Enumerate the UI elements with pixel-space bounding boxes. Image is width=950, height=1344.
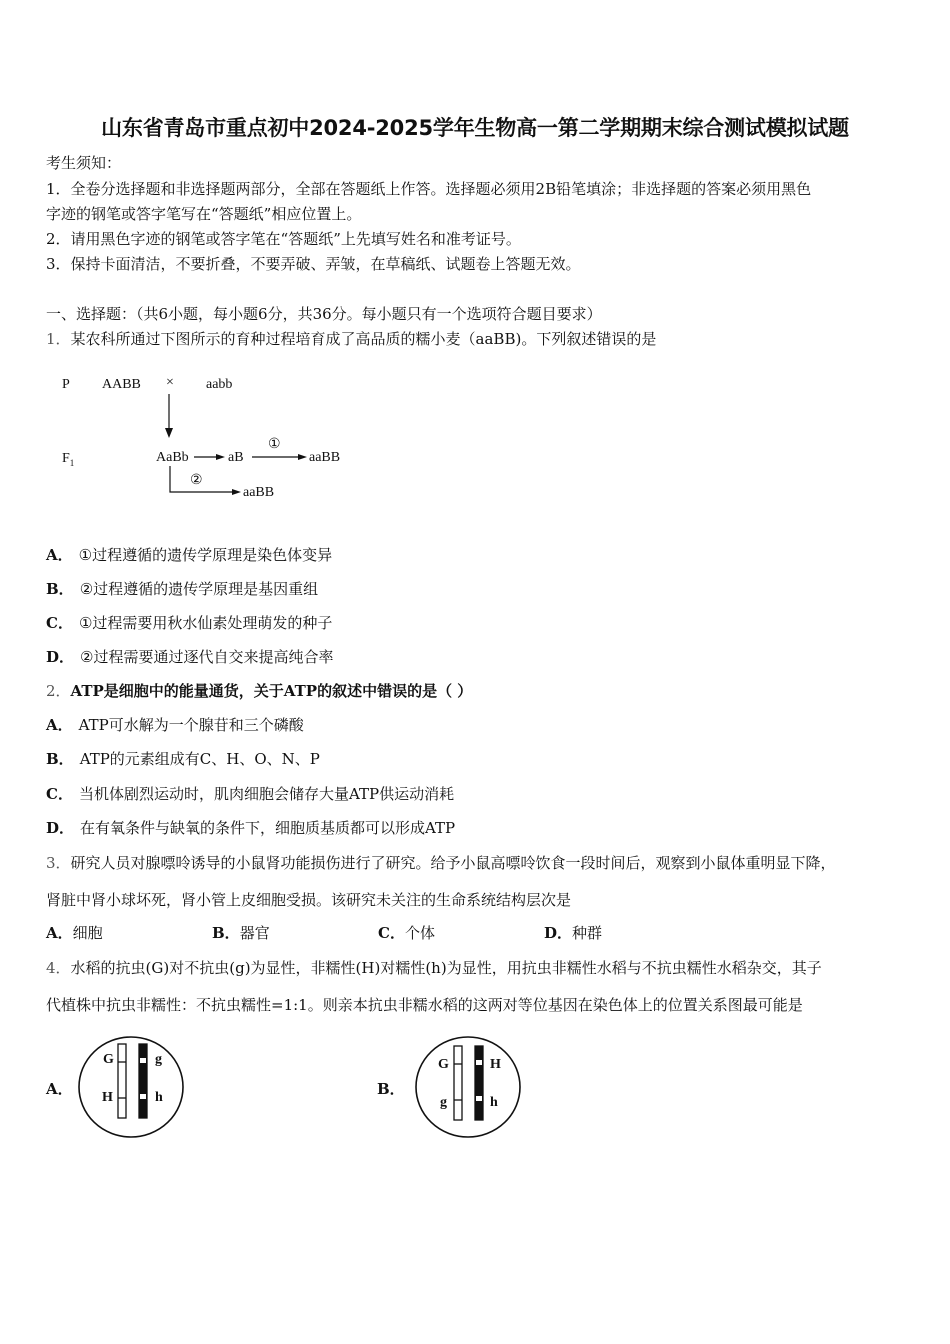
- arrow-step-2-head: [232, 489, 241, 495]
- notice-item-1-cont: 字迹的钢笔或答字笔写在“答题纸”相应位置上。: [46, 205, 362, 223]
- notice-item-3: 3．保持卡面清洁，不要折叠，不要弄破、弄皱，在草稿纸、试题卷上答题无效。: [46, 255, 581, 273]
- gene-label: g: [155, 1052, 162, 1067]
- diagram-hybrid: AaBb: [156, 450, 189, 465]
- question-4-stem-line-2: 代植株中抗虫非糯性：不抗虫糯性=1:1。则亲本抗虫非糯水稻的这两对等位基因在染色体上的位置关系图最可能是: [46, 996, 803, 1014]
- q2-option-b[interactable]: B． ATP的元素组成有C、H、O、N、P: [46, 750, 320, 768]
- question-4-stem-line-1: [46, 957, 822, 978]
- q3-option-b[interactable]: B．器官: [212, 924, 270, 942]
- diagram-step-1: ①: [268, 437, 281, 452]
- q2-option-c[interactable]: C． 当机体剧烈运动时，肌肉细胞会储存大量ATP供运动消耗: [46, 785, 455, 803]
- breeding-diagram: [50, 368, 370, 508]
- gene-label: h: [490, 1095, 498, 1110]
- diagram-cross: ×: [166, 375, 174, 390]
- question-1-stem: [46, 328, 656, 349]
- gene-label: g: [440, 1095, 447, 1110]
- question-number: 4．: [46, 959, 71, 977]
- question-number: 1．: [46, 330, 71, 348]
- section-heading: 一、选择题：（共6小题，每小题6分，共36分。每小题只有一个选项符合题目要求）: [46, 305, 602, 323]
- diagram-p-label: P: [62, 377, 70, 392]
- chromosome-left: [118, 1044, 126, 1118]
- q4-option-b[interactable]: B．: [377, 1080, 405, 1098]
- q3-options: [46, 922, 710, 943]
- question-3-stem-line-2: 肾脏中肾小球坏死，肾小管上皮细胞受损。该研究未关注的生命系统结构层次是: [46, 891, 572, 909]
- cell-outline: [416, 1037, 520, 1137]
- q3-option-c[interactable]: C．个体: [378, 924, 435, 942]
- q1-option-b[interactable]: B． ②过程遵循的遗传学原理是基因重组: [46, 580, 319, 598]
- question-text: 研究人员对腺嘌呤诱导的小鼠肾功能损伤进行了研究。给予小鼠高嘌呤饮食一段时间后，观察到小鼠体重明显下降，: [70, 854, 836, 872]
- gene-label: H: [490, 1057, 501, 1072]
- chromosome-right: [139, 1044, 147, 1118]
- question-number: 2．: [46, 682, 71, 700]
- gene-label: H: [102, 1090, 113, 1105]
- q4-option-a[interactable]: A．: [46, 1080, 73, 1098]
- q1-option-c[interactable]: C． ①过程需要用秋水仙素处理萌发的种子: [46, 614, 333, 632]
- diagram-result-1: aaBB: [309, 450, 341, 465]
- q3-option-d[interactable]: D．种群: [544, 924, 603, 942]
- page-title: 山东省青岛市重点初中2024-2025学年生物高一第二学期期末综合测试模拟试题: [101, 116, 849, 140]
- cell-outline: [79, 1037, 183, 1137]
- notice-item-2: 2．请用黑色字迹的钢笔或答字笔在“答题纸”上先填写姓名和准考证号。: [46, 230, 521, 248]
- gene-label: G: [438, 1057, 449, 1072]
- q4-figure-a[interactable]: [75, 1032, 190, 1142]
- question-2-stem: [46, 680, 472, 701]
- q4-figure-b[interactable]: [410, 1032, 525, 1142]
- question-number: 3．: [46, 854, 71, 872]
- arrow-to-haploid-head: [216, 454, 225, 460]
- diagram-result-2: aaBB: [243, 485, 275, 500]
- diagram-parent-2: aabb: [206, 377, 233, 392]
- q3-option-a[interactable]: A．细胞: [46, 924, 103, 942]
- gene-label: G: [103, 1052, 114, 1067]
- question-text: 水稻的抗虫(G)对不抗虫(g)为显性，非糯性(H)对糯性(h)为显性，用抗虫非糯性水稻与不抗虫糯性水稻杂交，其子: [70, 959, 822, 977]
- q2-option-a[interactable]: A． ATP可水解为一个腺苷和三个磷酸: [46, 716, 304, 734]
- q1-option-a[interactable]: A． ①过程遵循的遗传学原理是染色体变异: [46, 546, 333, 564]
- q1-option-d[interactable]: D． ②过程需要通过逐代自交来提高纯合率: [46, 648, 334, 666]
- diagram-haploid: aB: [228, 450, 244, 465]
- chromosome-left: [454, 1046, 462, 1120]
- question-3-stem-line-1: [46, 852, 836, 873]
- chromosome-right: [475, 1046, 483, 1120]
- q2-option-d[interactable]: D． 在有氧条件与缺氧的条件下，细胞质基质都可以形成ATP: [46, 819, 456, 837]
- notice-item-1: 1．全卷分选择题和非选择题两部分，全部在答题纸上作答。选择题必须用2B铅笔填涂；非选择题的答案必须用黑色: [46, 180, 812, 198]
- question-text: 某农科所通过下图所示的育种过程培育成了高品质的糯小麦（aaBB)。下列叙述错误的是: [70, 330, 657, 348]
- cross-arrow-head: [165, 428, 173, 438]
- diagram-f1-label: $F_1$: [62, 451, 75, 468]
- diagram-parent-1: AABB: [102, 377, 141, 392]
- diagram-step-2: ②: [190, 473, 203, 488]
- gene-label: h: [155, 1090, 163, 1105]
- question-text: ATP是细胞中的能量通货，关于ATP的叙述中错误的是（ ）: [70, 682, 473, 700]
- arrow-step-1-head: [298, 454, 307, 460]
- notice-heading: 考生须知：: [46, 154, 122, 172]
